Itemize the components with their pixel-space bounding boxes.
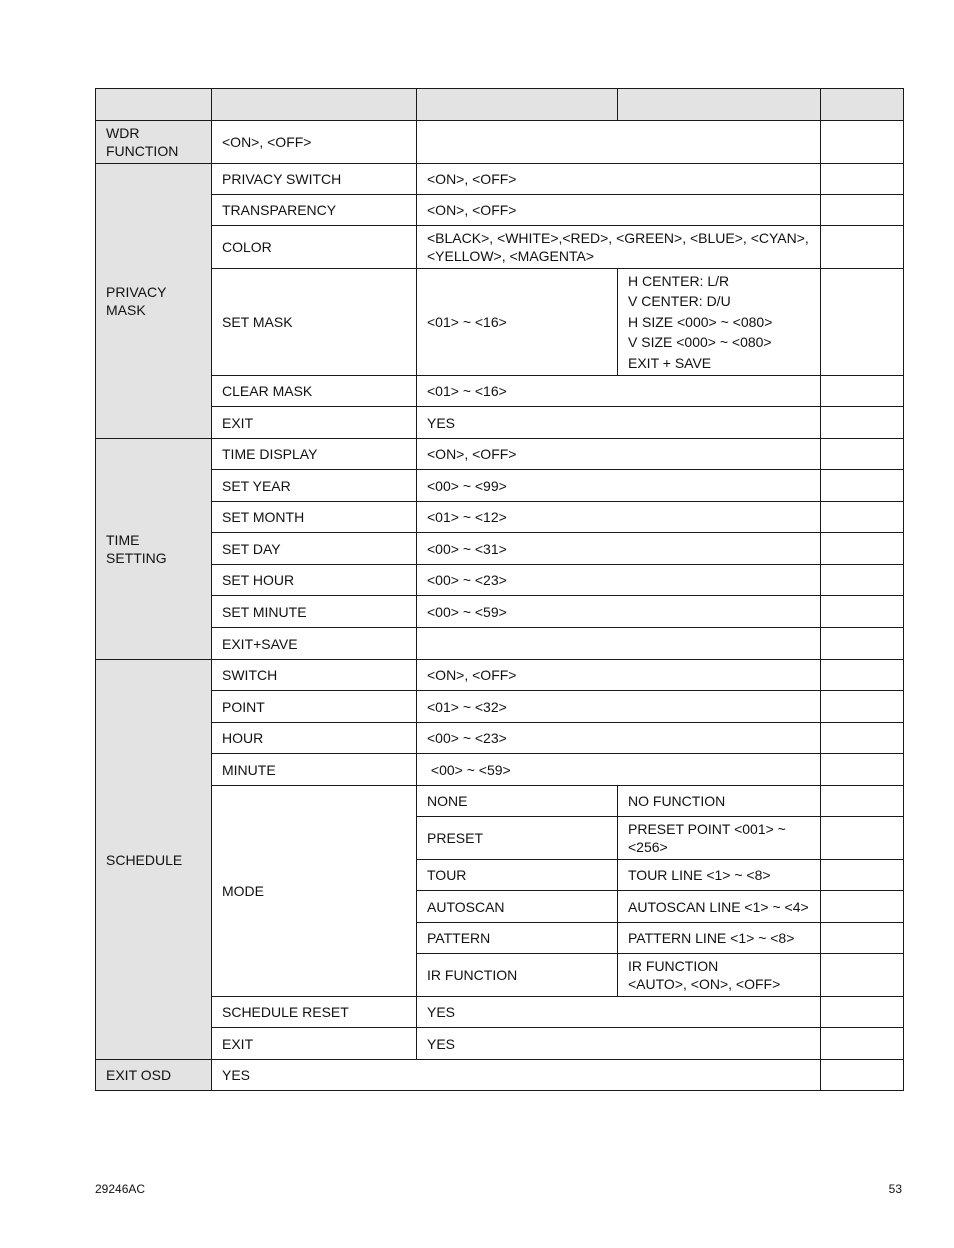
item-name: TRANSPARENCY (212, 195, 417, 226)
mode-option-value: NO FUNCTION (618, 786, 821, 817)
table-row (96, 660, 904, 691)
item-value: <01> ~ <32> (417, 691, 821, 723)
notes-cell (821, 533, 904, 565)
notes-cell (821, 565, 904, 596)
notes-cell (821, 723, 904, 754)
table-row (96, 691, 904, 723)
category-exit-osd: EXIT OSD (96, 1060, 212, 1091)
notes-cell (821, 439, 904, 470)
notes-cell (821, 923, 904, 954)
option-line: EXIT + SAVE (628, 354, 712, 371)
item-value: YES (417, 407, 821, 439)
item-name: SET MONTH (212, 502, 417, 533)
category-time-setting: TIME SETTING (96, 439, 212, 660)
item-value: YES (212, 1060, 821, 1091)
notes-cell (821, 1060, 904, 1091)
header-cell (821, 89, 904, 121)
item-value (417, 628, 821, 660)
notes-cell (821, 121, 904, 164)
item-value: <01> ~ <12> (417, 502, 821, 533)
table-row (96, 754, 904, 786)
item-name: TIME DISPLAY (212, 439, 417, 470)
header-cell (212, 89, 417, 121)
item-value: <00> ~ <23> (417, 565, 821, 596)
item-value: <BLACK>, <WHITE>,<RED>, <GREEN>, <BLUE>, <CYAN>, <YELLOW>, <MAGENTA> (417, 226, 821, 269)
notes-cell (821, 891, 904, 923)
table-row (96, 1060, 904, 1091)
item-name: SET MASK (212, 269, 417, 376)
table-row (96, 439, 904, 470)
notes-cell (821, 226, 904, 269)
notes-cell (821, 470, 904, 502)
table-row (96, 376, 904, 407)
table-row (96, 226, 904, 269)
item-value: <ON>, <OFF> (417, 164, 821, 195)
item-value: <ON>, <OFF> (417, 195, 821, 226)
item-value: <00> ~ <23> (417, 723, 821, 754)
document-id: 29246AC (95, 1182, 146, 1196)
item-name: EXIT+SAVE (212, 628, 417, 660)
notes-cell (821, 376, 904, 407)
table-row (96, 195, 904, 226)
table-row (96, 470, 904, 502)
item-name: SET MINUTE (212, 596, 417, 628)
mode-option-value: PATTERN LINE <1> ~ <8> (618, 923, 821, 954)
notes-cell (821, 195, 904, 226)
item-name: SCHEDULE RESET (212, 997, 417, 1028)
ir-line: <AUTO>, <ON>, <OFF> (628, 976, 781, 992)
notes-cell (821, 660, 904, 691)
item-value: <01> ~ <16> (417, 269, 618, 376)
table-row (96, 164, 904, 195)
notes-cell (821, 954, 904, 997)
item-name: COLOR (212, 226, 417, 269)
mode-option: TOUR (417, 860, 618, 891)
table-row (96, 565, 904, 596)
notes-cell (821, 754, 904, 786)
notes-cell (821, 1028, 904, 1060)
item-value: <ON>, <OFF> (417, 660, 821, 691)
item-value: <ON>, <OFF> (417, 439, 821, 470)
notes-cell (821, 269, 904, 376)
page-number: 53 (888, 1182, 902, 1196)
notes-cell (821, 164, 904, 195)
mode-option: PATTERN (417, 923, 618, 954)
mode-option-value: TOUR LINE <1> ~ <8> (618, 860, 821, 891)
item-name: CLEAR MASK (212, 376, 417, 407)
notes-cell (821, 691, 904, 723)
table-row (96, 407, 904, 439)
item-value: <00> ~ <99> (417, 470, 821, 502)
item-name: SET HOUR (212, 565, 417, 596)
option-line: V SIZE <000> ~ <080> (628, 334, 772, 351)
value-cell (417, 121, 821, 164)
item-name: EXIT (212, 1028, 417, 1060)
osd-menu-table (95, 88, 904, 1091)
option-line: H CENTER: L/R (628, 272, 730, 289)
category-privacy-mask: PRIVACY MASK (96, 164, 212, 439)
mode-option: IR FUNCTION (417, 954, 618, 997)
item-name: MINUTE (212, 754, 417, 786)
item-name: MODE (212, 786, 417, 997)
mode-option-value: PRESET POINT <001> ~ <256> (618, 817, 821, 860)
item-name: PRIVACY SWITCH (212, 164, 417, 195)
option-line: V CENTER: D/U (628, 293, 731, 310)
mode-option: AUTOSCAN (417, 891, 618, 923)
item-value: YES (417, 997, 821, 1028)
mode-option: NONE (417, 786, 618, 817)
category-wdr-function: WDR FUNCTION (96, 121, 212, 164)
item-name: EXIT (212, 407, 417, 439)
item-value: YES (417, 1028, 821, 1060)
table-row (96, 997, 904, 1028)
item-name: POINT (212, 691, 417, 723)
mode-option-value: AUTOSCAN LINE <1> ~ <4> (618, 891, 821, 923)
item-value: <00> ~ <59> (417, 596, 821, 628)
mode-option-value (618, 954, 821, 997)
ir-line: IR FUNCTION (628, 958, 719, 974)
table-row (96, 1028, 904, 1060)
notes-cell (821, 502, 904, 533)
table-row (96, 628, 904, 660)
table-row (96, 723, 904, 754)
notes-cell (821, 596, 904, 628)
item-value: <01> ~ <16> (417, 376, 821, 407)
notes-cell (821, 817, 904, 860)
table-row (96, 121, 904, 164)
option-line: H SIZE <000> ~ <080> (628, 313, 773, 330)
table-row (96, 502, 904, 533)
notes-cell (821, 860, 904, 891)
item-value: <00> ~ <31> (417, 533, 821, 565)
category-schedule: SCHEDULE (96, 660, 212, 1060)
header-cell (618, 89, 821, 121)
mode-option: PRESET (417, 817, 618, 860)
notes-cell (821, 997, 904, 1028)
notes-cell (821, 628, 904, 660)
item-name: SET DAY (212, 533, 417, 565)
header-cell (96, 89, 212, 121)
item-value: <00> ~ <59> (417, 754, 821, 786)
table-row (96, 533, 904, 565)
table-row (96, 596, 904, 628)
set-mask-options (618, 269, 821, 376)
item-name: HOUR (212, 723, 417, 754)
table-row (96, 786, 904, 817)
header-cell (417, 89, 618, 121)
notes-cell (821, 786, 904, 817)
item-name: SET YEAR (212, 470, 417, 502)
table-header-row (96, 89, 904, 121)
wdr-setting: <ON>, <OFF> (212, 121, 417, 164)
notes-cell (821, 407, 904, 439)
item-name: SWITCH (212, 660, 417, 691)
table-row (96, 269, 904, 376)
